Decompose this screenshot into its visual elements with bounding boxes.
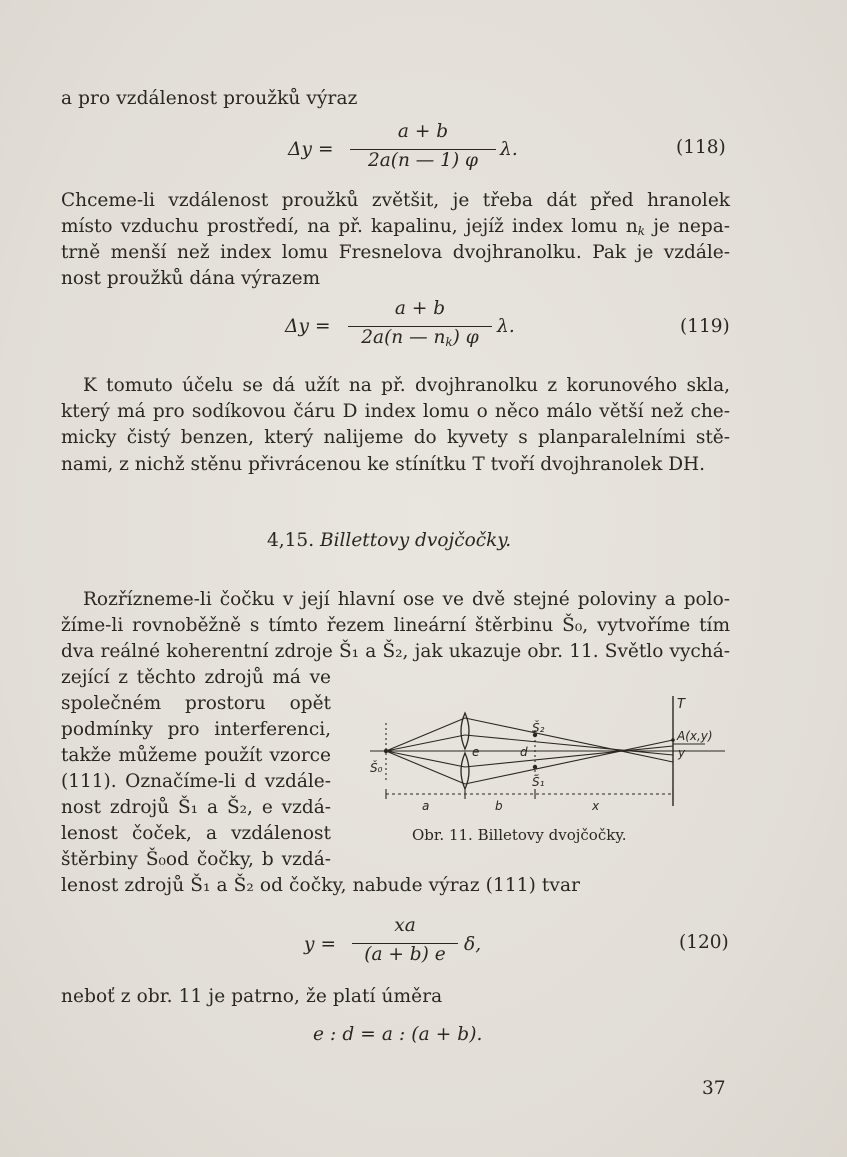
label-S0: Š₀ bbox=[370, 761, 383, 775]
eq119-numerator: a + b bbox=[394, 298, 446, 319]
para3-col-line1: zející z těchto zdrojů má ve bbox=[61, 667, 331, 688]
eq119-tail: λ. bbox=[497, 316, 515, 337]
para1-line4: nost proužků dána výrazem bbox=[61, 268, 321, 289]
eq119-lhs: Δy = bbox=[285, 316, 331, 337]
section-heading bbox=[267, 530, 511, 551]
para3-col-line3: podmínky pro interferenci, bbox=[61, 719, 331, 740]
label-A: A(x,y) bbox=[677, 729, 713, 743]
para4-line: neboť z obr. 11 je patrno, že platí úměra bbox=[61, 986, 443, 1007]
eq118-denominator: 2a(n — 1) φ bbox=[367, 150, 478, 171]
para2-line1: K tomuto účelu se dá užít na př. dvojhranolku z korunového skla, bbox=[83, 375, 730, 396]
page-number: 37 bbox=[702, 1078, 726, 1099]
para2-line3: micky čistý benzen, který nalijeme do kyvety s planparalelními stě- bbox=[61, 427, 730, 448]
para3-col-line6: nost zdrojů Š₁ a Š₂, e vzdá- bbox=[61, 797, 331, 818]
label-y: y bbox=[678, 746, 686, 760]
eq118-tail: λ. bbox=[500, 139, 518, 160]
eq120-number: (120) bbox=[679, 932, 729, 953]
para3-line2: žíme-li rovnoběžně s tímto řezem lineární štěrbinu Š₀, vytvoříme tím bbox=[61, 615, 730, 636]
para3-col-line7: lenost čoček, a vzdálenost bbox=[61, 823, 331, 844]
eq118-number: (118) bbox=[676, 137, 726, 158]
para3-col-line5: (111). Označíme-li d vzdále- bbox=[61, 771, 331, 792]
para3-col-line8: štěrbiny Š₀od čočky, b vzdá- bbox=[61, 849, 331, 870]
section-title: Billettovy dvojčočky. bbox=[319, 530, 512, 551]
figure-caption: Obr. 11. Billetovy dvojčočky. bbox=[412, 826, 627, 844]
para3-line3: dva reálné koherentní zdroje Š₁ a Š₂, jak ukazuje obr. 11. Světlo vychá- bbox=[61, 641, 730, 662]
section-number: 4,15. bbox=[267, 530, 315, 551]
para2-line2: který má pro sodíkovou čáru D index lomu o něco málo větší než che- bbox=[61, 401, 730, 422]
para3-line1: Rozřízneme-li čočku v její hlavní ose ve dvě stejné poloviny a polo- bbox=[83, 589, 730, 610]
eq119-number: (119) bbox=[680, 316, 730, 337]
eq118-numerator: a + b bbox=[397, 121, 449, 142]
para2-line4: nami, z nichž stěnu přivrácenou ke stínítku T tvoří dvojhranolek DH. bbox=[61, 454, 706, 475]
label-x: x bbox=[592, 799, 600, 813]
para1-line2: místo vzduchu prostředí, na př. kapalinu, jejíž index lomu $n_k$ je nepa- bbox=[61, 216, 731, 238]
eq120-lhs: y = bbox=[304, 934, 337, 955]
para1-line1: Chceme-li vzdálenost proužků zvětšit, je třeba dát před hranolek bbox=[61, 190, 730, 211]
para1-line3: trně menší než index lomu Fresnelova dvojhranolku. Pak je vzdále- bbox=[61, 242, 730, 263]
label-S1: Š₁ bbox=[532, 775, 545, 789]
para3-col-line2: společném prostoru opět bbox=[61, 693, 331, 714]
eq118-lhs: Δy = bbox=[288, 139, 334, 160]
eq119-denominator: 2a(n — $n_k$) φ bbox=[361, 327, 479, 349]
label-S2: Š₂ bbox=[532, 721, 545, 735]
figure-billet-lenses bbox=[360, 688, 740, 828]
label-e: e bbox=[472, 745, 480, 759]
label-d: d bbox=[520, 745, 528, 759]
label-T: T bbox=[677, 697, 685, 712]
eq120-numerator: xa bbox=[394, 915, 416, 936]
eq120-denominator: (a + b) e bbox=[364, 944, 446, 965]
eq120-tail: δ, bbox=[464, 934, 482, 955]
para3-col-line4: takže můžeme použít vzorce bbox=[61, 745, 331, 766]
label-a: a bbox=[422, 799, 430, 813]
label-b: b bbox=[495, 799, 503, 813]
intro-line: a pro vzdálenost proužků výraz bbox=[61, 88, 358, 109]
para3-last-line: lenost zdrojů Š₁ a Š₂ od čočky, nabude výraz (111) tvar bbox=[61, 875, 581, 896]
eq-ratio: e : d = a : (a + b). bbox=[313, 1024, 483, 1045]
